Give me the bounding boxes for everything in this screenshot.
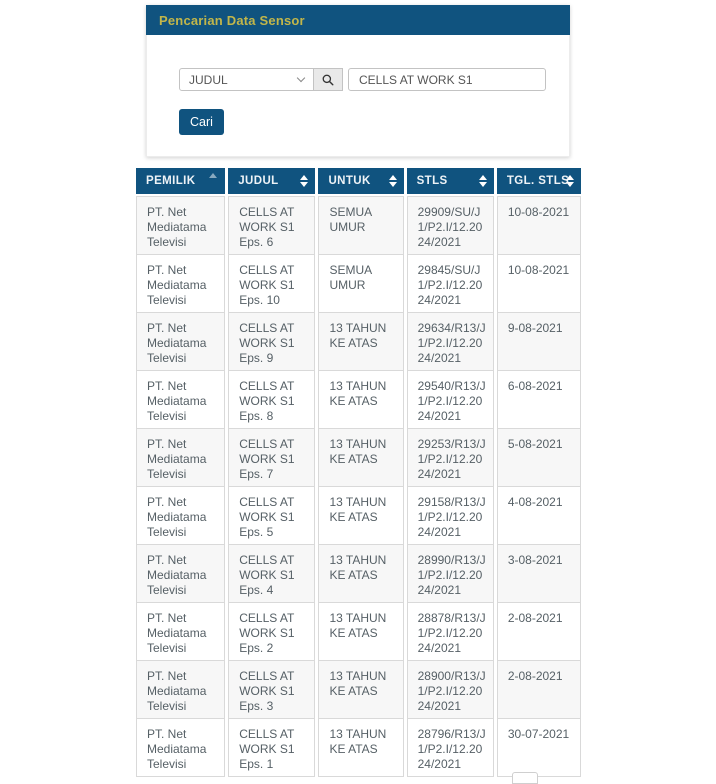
sort-both-icon xyxy=(566,175,574,187)
cell-tgl-stls: 30-07-2021 xyxy=(497,719,581,777)
table-header-row xyxy=(136,168,581,196)
cell-tgl-stls: 10-08-2021 xyxy=(497,196,581,255)
cell-untuk: 13 TAHUN KE ATAS xyxy=(318,313,403,371)
cell-pemilik: PT. Net Mediatama Televisi xyxy=(136,661,225,719)
pagination-button[interactable] xyxy=(512,772,538,784)
cell-tgl-stls: 9-08-2021 xyxy=(497,313,581,371)
column-header-tgl-stls[interactable] xyxy=(497,168,581,196)
cell-tgl-stls: 2-08-2021 xyxy=(497,603,581,661)
search-button[interactable] xyxy=(314,68,343,91)
panel-title: Pencarian Data Sensor xyxy=(159,12,305,28)
cell-untuk: SEMUA UMUR xyxy=(318,196,403,255)
cell-judul: CELLS AT WORK S1 Eps. 10 xyxy=(228,255,315,313)
column-label: JUDUL xyxy=(238,175,279,187)
cell-judul: CELLS AT WORK S1 Eps. 7 xyxy=(228,429,315,487)
cell-untuk: 13 TAHUN KE ATAS xyxy=(318,719,403,777)
cari-button[interactable]: Cari xyxy=(179,109,224,135)
table-row xyxy=(136,429,581,487)
cell-pemilik: PT. Net Mediatama Televisi xyxy=(136,603,225,661)
cell-stls: 28900/R13/J1/P2.I/12.2024/2021 xyxy=(407,661,494,719)
table-row xyxy=(136,255,581,313)
sort-both-icon xyxy=(389,175,397,187)
field-type-select[interactable] xyxy=(179,68,314,91)
cell-tgl-stls: 5-08-2021 xyxy=(497,429,581,487)
cell-judul: CELLS AT WORK S1 Eps. 4 xyxy=(228,545,315,603)
cell-untuk: 13 TAHUN KE ATAS xyxy=(318,429,403,487)
column-label: UNTUK xyxy=(328,175,371,187)
cell-judul: CELLS AT WORK S1 Eps. 9 xyxy=(228,313,315,371)
search-icon xyxy=(321,73,335,87)
results-table-wrap xyxy=(133,168,584,777)
column-header-judul[interactable] xyxy=(228,168,315,196)
cell-untuk: 13 TAHUN KE ATAS xyxy=(318,487,403,545)
table-row xyxy=(136,371,581,429)
table-row xyxy=(136,313,581,371)
table-row xyxy=(136,196,581,255)
sort-both-icon xyxy=(300,175,308,187)
cell-pemilik: PT. Net Mediatama Televisi xyxy=(136,545,225,603)
cell-pemilik: PT. Net Mediatama Televisi xyxy=(136,313,225,371)
cell-tgl-stls: 10-08-2021 xyxy=(497,255,581,313)
cell-untuk: 13 TAHUN KE ATAS xyxy=(318,603,403,661)
sort-ascending-icon xyxy=(209,173,217,178)
cell-judul: CELLS AT WORK S1 Eps. 5 xyxy=(228,487,315,545)
column-label: PEMILIK xyxy=(146,175,196,187)
cell-stls: 29540/R13/J1/P2.I/12.2024/2021 xyxy=(407,371,494,429)
cell-judul: CELLS AT WORK S1 Eps. 8 xyxy=(228,371,315,429)
cell-pemilik: PT. Net Mediatama Televisi xyxy=(136,429,225,487)
cell-untuk: SEMUA UMUR xyxy=(318,255,403,313)
table-row xyxy=(136,661,581,719)
cell-judul: CELLS AT WORK S1 Eps. 3 xyxy=(228,661,315,719)
cell-untuk: 13 TAHUN KE ATAS xyxy=(318,371,403,429)
cell-stls: 29909/SU/J1/P2.I/12.2024/2021 xyxy=(407,196,494,255)
cell-stls: 29158/R13/J1/P2.I/12.2024/2021 xyxy=(407,487,494,545)
cell-pemilik: PT. Net Mediatama Televisi xyxy=(136,719,225,777)
cell-judul: CELLS AT WORK S1 Eps. 6 xyxy=(228,196,315,255)
cell-judul: CELLS AT WORK S1 Eps. 2 xyxy=(228,603,315,661)
cell-tgl-stls: 6-08-2021 xyxy=(497,371,581,429)
cell-tgl-stls: 2-08-2021 xyxy=(497,661,581,719)
cell-tgl-stls: 3-08-2021 xyxy=(497,545,581,603)
cell-pemilik: PT. Net Mediatama Televisi xyxy=(136,255,225,313)
column-header-stls[interactable] xyxy=(407,168,494,196)
field-type-select-value: JUDUL xyxy=(189,72,228,87)
table-row xyxy=(136,719,581,777)
table-body xyxy=(136,196,581,777)
cell-judul: CELLS AT WORK S1 Eps. 1 xyxy=(228,719,315,777)
cell-pemilik: PT. Net Mediatama Televisi xyxy=(136,196,225,255)
cell-stls: 28796/R13/J1/P2.I/12.2024/2021 xyxy=(407,719,494,777)
chevron-down-icon xyxy=(297,74,305,82)
cell-pemilik: PT. Net Mediatama Televisi xyxy=(136,487,225,545)
cell-stls: 29253/R13/J1/P2.I/12.2024/2021 xyxy=(407,429,494,487)
column-label: TGL. STLS xyxy=(506,175,570,187)
search-input-group xyxy=(179,68,549,91)
search-panel xyxy=(146,5,570,157)
cell-stls: 28878/R13/J1/P2.I/12.2024/2021 xyxy=(407,603,494,661)
table-row xyxy=(136,603,581,661)
cell-pemilik: PT. Net Mediatama Televisi xyxy=(136,371,225,429)
cell-untuk: 13 TAHUN KE ATAS xyxy=(318,661,403,719)
panel-body xyxy=(146,35,570,157)
cell-untuk: 13 TAHUN KE ATAS xyxy=(318,545,403,603)
search-input[interactable] xyxy=(348,68,546,91)
column-label: STLS xyxy=(416,175,448,187)
sort-both-icon xyxy=(479,175,487,187)
panel-header xyxy=(146,5,570,35)
column-header-pemilik[interactable] xyxy=(136,168,225,196)
cell-stls: 29634/R13/J1/P2.I/12.2024/2021 xyxy=(407,313,494,371)
results-table xyxy=(133,168,584,777)
cell-stls: 28990/R13/J1/P2.I/12.2024/2021 xyxy=(407,545,494,603)
table-row xyxy=(136,545,581,603)
column-header-untuk[interactable] xyxy=(318,168,403,196)
cell-stls: 29845/SU/J1/P2.I/12.2024/2021 xyxy=(407,255,494,313)
cell-tgl-stls: 4-08-2021 xyxy=(497,487,581,545)
table-row xyxy=(136,487,581,545)
